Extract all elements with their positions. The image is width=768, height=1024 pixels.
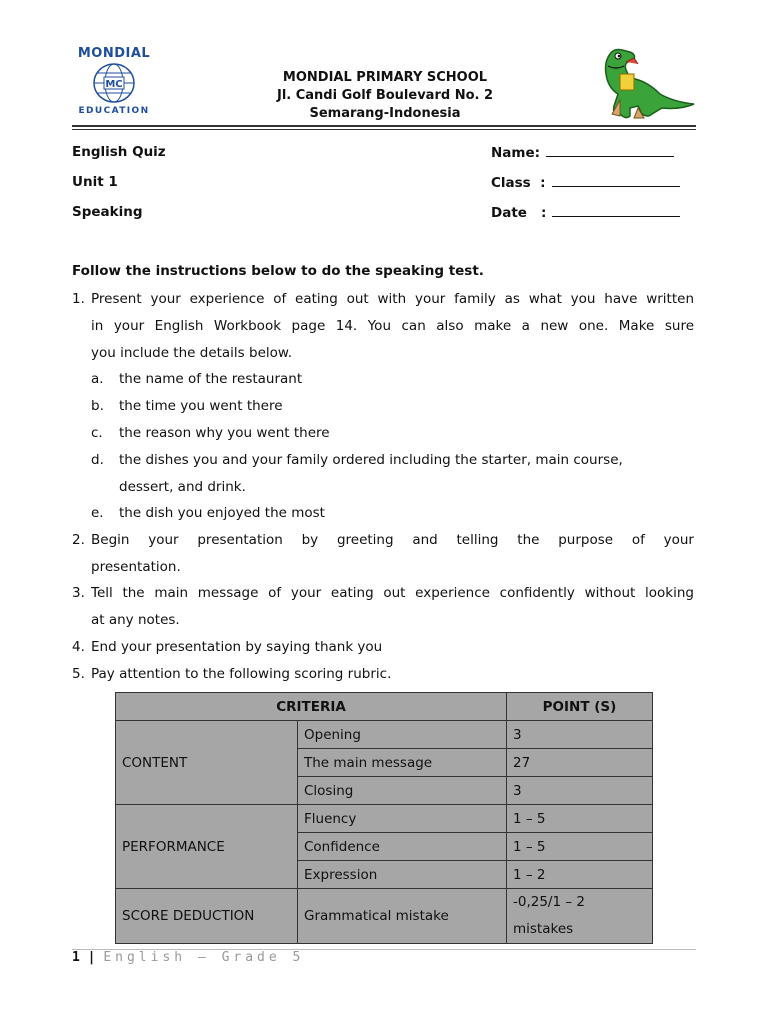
detail-line: the name of the restaurant: [119, 371, 303, 387]
dinosaur-mascot-icon: [590, 44, 698, 122]
deduction-category: SCORE DEDUCTION: [116, 889, 298, 944]
performance-category: PERFORMANCE: [116, 805, 298, 889]
table-row: [116, 805, 653, 833]
detail-letter: d.: [91, 452, 104, 468]
school-name: MONDIAL PRIMARY SCHOOL: [282, 70, 488, 85]
criterion-cell: The main message: [298, 749, 507, 777]
quiz-title: English Quiz: [72, 144, 166, 160]
instruction-item-3: [72, 580, 694, 634]
table-row: [116, 889, 653, 944]
detail-item-b: [91, 393, 694, 420]
detail-line: dessert, and drink.: [119, 479, 246, 495]
criterion-cell: Expression: [298, 861, 507, 889]
detail-letter: e.: [91, 505, 104, 521]
scoring-rubric-table: [115, 692, 653, 944]
detail-line: the time you went there: [119, 398, 283, 414]
school-heading: [240, 69, 530, 123]
page-number: 1: [72, 950, 80, 965]
points-cell: [507, 889, 653, 944]
deduction-points-line: mistakes: [513, 921, 574, 937]
points-cell: 1 – 5: [507, 833, 653, 861]
deduction-points-line: -0,25/1 – 2: [513, 894, 585, 910]
item-line: Tell the main message of your eating out experience confidently without looking: [91, 585, 694, 601]
item-number: 3.: [72, 585, 85, 601]
detail-letter: a.: [91, 371, 104, 387]
points-cell: 1 – 5: [507, 805, 653, 833]
points-header: POINT (S): [507, 693, 653, 721]
item-number: 2.: [72, 532, 85, 548]
item-line: presentation.: [91, 559, 181, 575]
item-line: at any notes.: [91, 612, 180, 628]
criterion-cell: Opening: [298, 721, 507, 749]
points-cell: 3: [507, 721, 653, 749]
school-logo: [72, 46, 156, 118]
detail-item-a: [91, 366, 694, 393]
detail-item-c: [91, 420, 694, 447]
globe-icon: [92, 62, 136, 104]
detail-letter: c.: [91, 425, 103, 441]
detail-letter: b.: [91, 398, 104, 414]
instruction-item-1: [72, 286, 694, 367]
quiz-unit: Unit 1: [72, 174, 118, 190]
logo-mark: MC: [105, 79, 123, 90]
item-line: Present your experience of eating out with your family as what you have written: [91, 291, 694, 307]
criterion-cell: Fluency: [298, 805, 507, 833]
criterion-cell: Confidence: [298, 833, 507, 861]
page-footer: [72, 950, 304, 965]
item-number: 4.: [72, 639, 85, 655]
name-blank[interactable]: [546, 144, 674, 157]
item-number: 5.: [72, 666, 85, 682]
detail-item-d: [91, 447, 694, 501]
school-city: Semarang-Indonesia: [309, 106, 461, 121]
criterion-cell: Grammatical mistake: [298, 889, 507, 944]
points-cell: 27: [507, 749, 653, 777]
item-line: Begin your presentation by greeting and telling the purpose of your: [91, 532, 694, 548]
item-line: Pay attention to the following scoring rubric.: [91, 666, 392, 682]
logo-top-text: MONDIAL: [77, 46, 151, 61]
date-field[interactable]: [491, 204, 680, 221]
instruction-item-5: [72, 661, 694, 688]
item-line: you include the details below.: [91, 345, 292, 361]
detail-line: the dish you enjoyed the most: [119, 505, 325, 521]
points-cell: 1 – 2: [507, 861, 653, 889]
criteria-header: CRITERIA: [116, 693, 507, 721]
class-label: Class :: [491, 175, 546, 191]
instruction-item-2: [72, 527, 694, 581]
table-header-row: [116, 693, 653, 721]
detail-item-e: [91, 500, 694, 527]
header-rule: [72, 125, 696, 127]
content-category: CONTENT: [116, 721, 298, 805]
item-line: in your English Workbook page 14. You can also make a new one. Make sure: [91, 318, 694, 334]
class-field[interactable]: [491, 174, 680, 191]
class-blank[interactable]: [552, 174, 680, 187]
school-address: Jl. Candi Golf Boulevard No. 2: [276, 88, 494, 103]
footer-text: English – Grade 5: [103, 950, 305, 965]
quiz-skill: Speaking: [72, 204, 143, 220]
name-label: Name:: [491, 145, 541, 161]
header-rule-thin: [72, 129, 696, 130]
date-blank[interactable]: [552, 204, 680, 217]
detail-line: the dishes you and your family ordered including the starter, main course,: [119, 452, 623, 468]
date-label: Date :: [491, 205, 547, 221]
instructions-title: Follow the instructions below to do the speaking test.: [72, 263, 484, 279]
detail-line: the reason why you went there: [119, 425, 330, 441]
points-cell: 3: [507, 777, 653, 805]
item-line: End your presentation by saying thank you: [91, 639, 383, 655]
table-row: [116, 721, 653, 749]
instruction-item-4: [72, 634, 694, 661]
criterion-cell: Closing: [298, 777, 507, 805]
name-field[interactable]: [491, 144, 674, 161]
item-number: 1.: [72, 291, 85, 307]
footer-separator: |: [87, 950, 96, 965]
logo-bottom-text: EDUCATION: [78, 106, 150, 116]
